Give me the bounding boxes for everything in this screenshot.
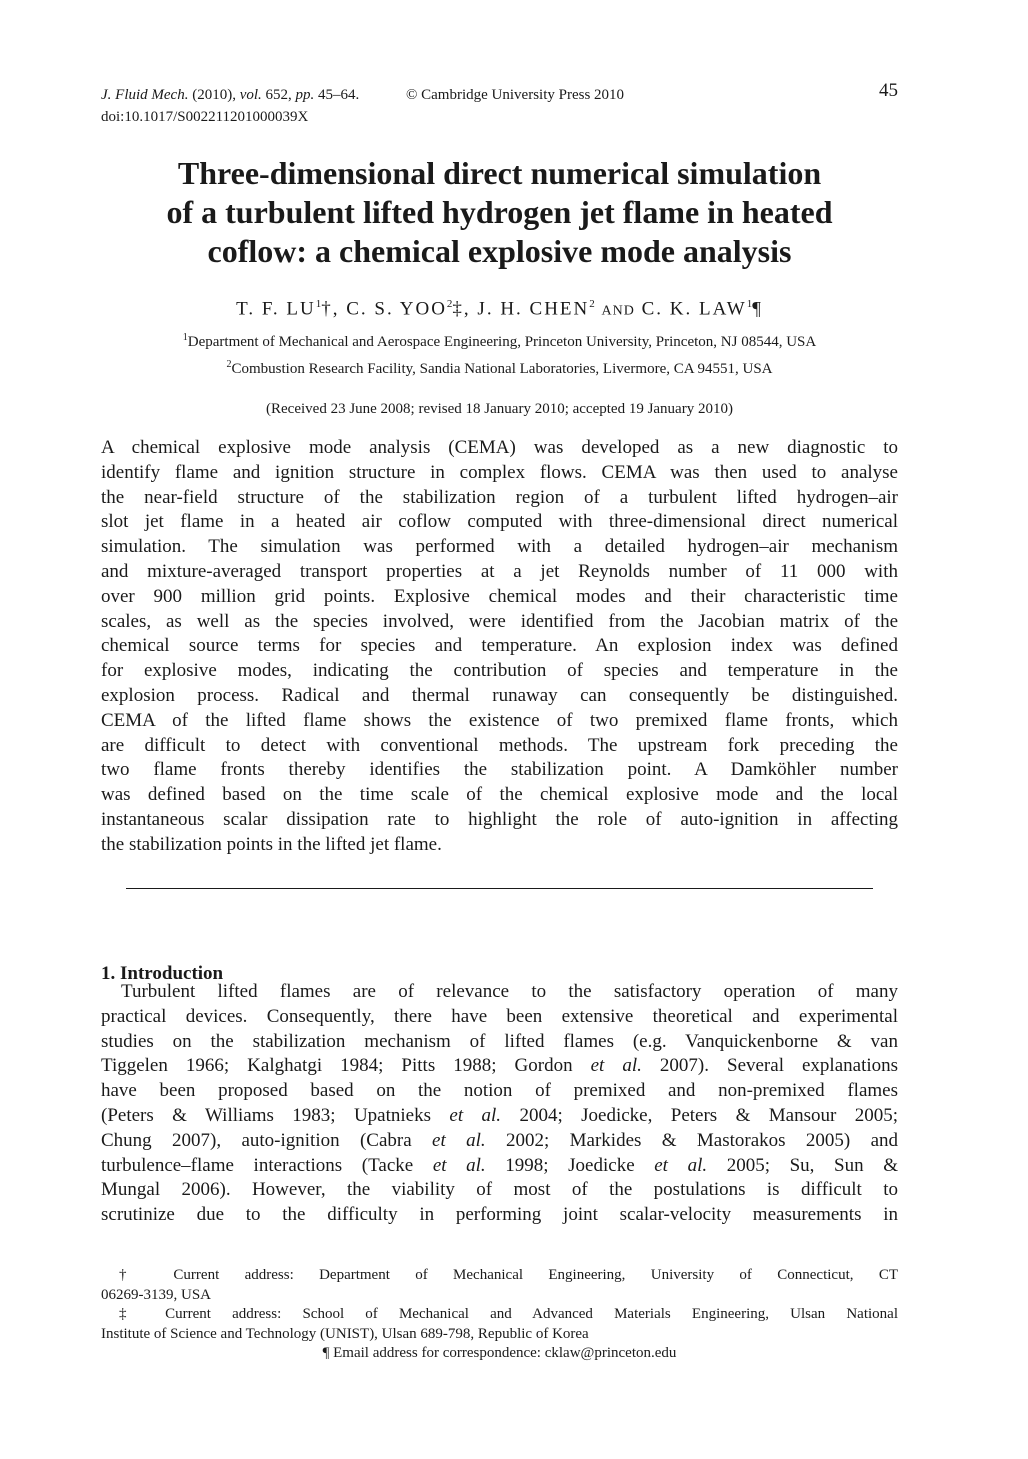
abstract-line: over 900 million grid points. Explosive chemical modes and their characteristic time bbox=[101, 585, 898, 607]
affiliation: $^1$Department of Mechanical and Aerospace Engineering, Princeton University, Princeton, NJ 08544, USA bbox=[182, 332, 817, 350]
doi[interactable]: doi:10.1017/S002211201000039X bbox=[101, 109, 309, 125]
paper-page bbox=[101, 0, 898, 1459]
abstract-line: slot jet flame in a heated air coflow computed with three-dimensional direct numerical bbox=[101, 511, 898, 533]
abstract-line: are difficult to detect with conventional methods. The upstream fork preceding the bbox=[101, 734, 898, 756]
affiliation-mark: 2 bbox=[446, 298, 453, 310]
author-name: C. K. LAW bbox=[641, 298, 747, 320]
body-line: studies on the stabilization mechanism of lifted flames (e.g. Vanquickenborne & van bbox=[101, 1030, 898, 1052]
abstract-line: instantaneous scalar dissipation rate to highlight the role of auto-ignition in affecting bbox=[101, 808, 898, 830]
abstract-line: was defined based on the time scale of the chemical explosive mode and the local bbox=[101, 784, 898, 806]
abstract-line: chemical source terms for species and temperature. An explosion index was defined bbox=[101, 635, 898, 657]
footnote-mark: †, bbox=[321, 298, 340, 320]
author-name: C. S. YOO bbox=[346, 298, 447, 320]
body-line: scrutinize due to the difficulty in performing joint scalar-velocity measurements in bbox=[101, 1204, 898, 1226]
body-line: Mungal 2006). However, the viability of most of the postulations is difficult to bbox=[101, 1179, 898, 1201]
body-line: practical devices. Consequently, there have been extensive theoretical and experimental bbox=[101, 1005, 898, 1027]
footnote-line: ‡ Current address: School of Mechanical and Advanced Materials Engineering, Ulsan National bbox=[119, 1306, 898, 1322]
copyright-notice: © Cambridge University Press 2010 bbox=[406, 87, 625, 103]
body-line: Chung 2007), auto-ignition (Cabra et al. 2002; Markides & Mastorakos 2005) and bbox=[101, 1129, 898, 1151]
page-number: 45 bbox=[879, 80, 898, 101]
abstract-line: explosion process. Radical and thermal runaway can consequently be distinguished. bbox=[101, 684, 898, 706]
body-line: Turbulent lifted flames are of relevance to the satisfactory operation of many bbox=[121, 981, 898, 1002]
abstract-line: for explosive modes, indicating the contribution of species and temperature in the bbox=[101, 660, 898, 682]
body-line: Tiggelen 1966; Kalghatgi 1984; Pitts 1988; Gordon et al. 2007). Several explanations bbox=[101, 1055, 898, 1077]
abstract-line: the stabilization points in the lifted jet flame. bbox=[101, 833, 442, 855]
section-divider bbox=[126, 888, 873, 889]
journal-citation: J. Fluid Mech. (2010), vol. 652, pp. 45–64. bbox=[101, 87, 360, 103]
affiliation-mark: 1 bbox=[315, 298, 322, 310]
introduction-body bbox=[101, 980, 898, 1228]
abstract-line: scales, as well as the species involved, were identified from the Jacobian matrix of the bbox=[101, 610, 898, 632]
abstract-line: two flame fronts thereby identifies the stabilization point. A Damköhler number bbox=[101, 759, 898, 781]
correspondence-email[interactable]: ¶ Email address for correspondence: cklaw@princeton.edu bbox=[322, 1345, 677, 1361]
footnote-line: Institute of Science and Technology (UNIST), Ulsan 689-798, Republic of Korea bbox=[101, 1325, 589, 1342]
affiliation: $^2$Combustion Research Facility, Sandia National Laboratories, Livermore, CA 94551, USA bbox=[226, 359, 773, 377]
title-line: Three-dimensional direct numerical simulation bbox=[177, 155, 822, 191]
abstract bbox=[101, 436, 898, 858]
abstract-line: the near-field structure of the stabilization region of a turbulent lifted hydrogen–air bbox=[101, 486, 898, 508]
footnotes bbox=[101, 1266, 898, 1364]
abstract-line: and mixture-averaged transport properties at a jet Reynolds number of 11 000 with bbox=[101, 560, 898, 582]
received-dates: (Received 23 June 2008; revised 18 January 2010; accepted 19 January 2010) bbox=[266, 401, 733, 417]
abstract-line: A chemical explosive mode analysis (CEMA) was developed as a new diagnostic to bbox=[101, 437, 898, 458]
paper-title bbox=[101, 154, 898, 271]
abstract-line: identify flame and ignition structure in complex flows. CEMA was then used to analyse bbox=[101, 461, 898, 483]
body-line: have been proposed based on the notion of premixed and non-premixed flames bbox=[101, 1080, 898, 1102]
footnote-mark: ‡, bbox=[452, 298, 471, 320]
body-line: turbulence–flame interactions (Tacke et al. 1998; Joedicke et al. 2005; Su, Sun & bbox=[101, 1154, 898, 1176]
affiliation-mark: 2 bbox=[589, 298, 595, 310]
footnote-mark: ¶ bbox=[752, 298, 763, 320]
footnote-line: 06269-3139, USA bbox=[101, 1286, 212, 1303]
abstract-line: CEMA of the lifted flame shows the existence of two premixed flame fronts, which bbox=[101, 709, 898, 731]
footnote-line: † Current address: Department of Mechanical Engineering, University of Connecticut, CT bbox=[119, 1267, 898, 1283]
affiliation-mark: 1 bbox=[746, 298, 753, 310]
author-conjunction: AND bbox=[601, 303, 635, 319]
section-heading: 1. Introduction bbox=[101, 962, 224, 984]
body-line: (Peters & Williams 1983; Upatnieks et al. 2004; Joedicke, Peters & Mansour 2005; bbox=[101, 1104, 898, 1126]
title-line: of a turbulent lifted hydrogen jet flame in heated bbox=[166, 194, 833, 230]
abstract-line: simulation. The simulation was performed with a detailed hydrogen–air mechanism bbox=[101, 536, 898, 558]
author-name: T. F. LU bbox=[236, 298, 316, 320]
author-list bbox=[101, 298, 898, 320]
author-name: J. H. CHEN bbox=[477, 298, 590, 320]
title-line: coflow: a chemical explosive mode analysis bbox=[207, 233, 792, 269]
